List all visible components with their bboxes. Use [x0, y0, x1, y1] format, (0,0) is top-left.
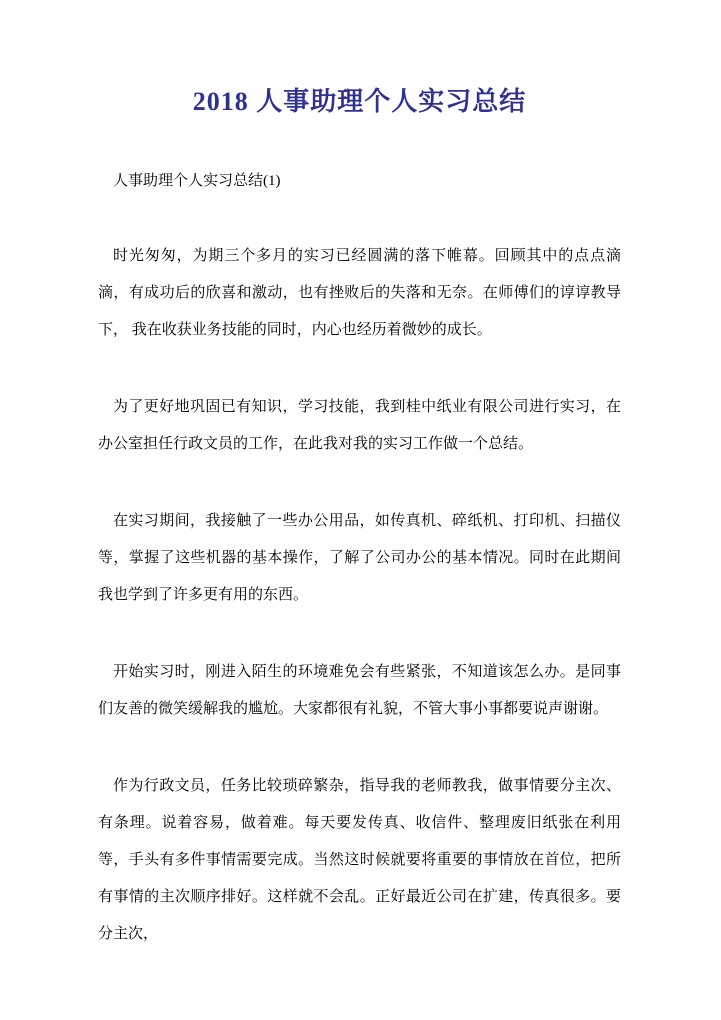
- paragraph: 为了更好地巩固已有知识，学习技能，我到桂中纸业有限公司进行实习，在办公室担任行政文员的工作，在此我对我的实习工作做一个总结。: [98, 399, 621, 452]
- document-title: 2018 人事助理个人实习总结: [192, 87, 527, 116]
- paragraph: 开始实习时，刚进入陌生的环境难免会有些紧张，不知道该怎么办。是同事们友善的微笑缓解我的尴尬。大家都很有礼貌，不管大事小事都要说声谢谢。: [98, 664, 621, 717]
- paragraph: 作为行政文员，任务比较琐碎繁杂，指导我的老师教我，做事情要分主次、有条理。说着容易，做着难。每天要发传真、收信件、整理废旧纸张在利用等，手头有多件事情需要完成。当然这时候就要将重要的事情放在首位，把所有事情的主次顺序排好。这样就不会乱。正好最近公司在扩建，传真很多。要 分主次，: [98, 778, 621, 942]
- paragraph: 在实习期间，我接触了一些办公用品，如传真机、碎纸机、打印机、扫描仪等，掌握了这些机器的基本操作，了解了公司办公的基本情况。同时在此期间我也学到了许多更有用的东西。: [98, 513, 621, 603]
- paragraph: 时光匆匆，为期三个多月的实习已经圆满的落下帷幕。回顾其中的点点滴滴，有成功后的欣喜和激动，也有挫败后的失落和无奈。在师傅们的谆谆教导下， 我在收获业务技能的同时，内心也经历着微妙的成长。: [98, 248, 621, 338]
- document-subtitle: 人事助理个人实习总结(1): [113, 173, 281, 189]
- document-body: [98, 238, 621, 953]
